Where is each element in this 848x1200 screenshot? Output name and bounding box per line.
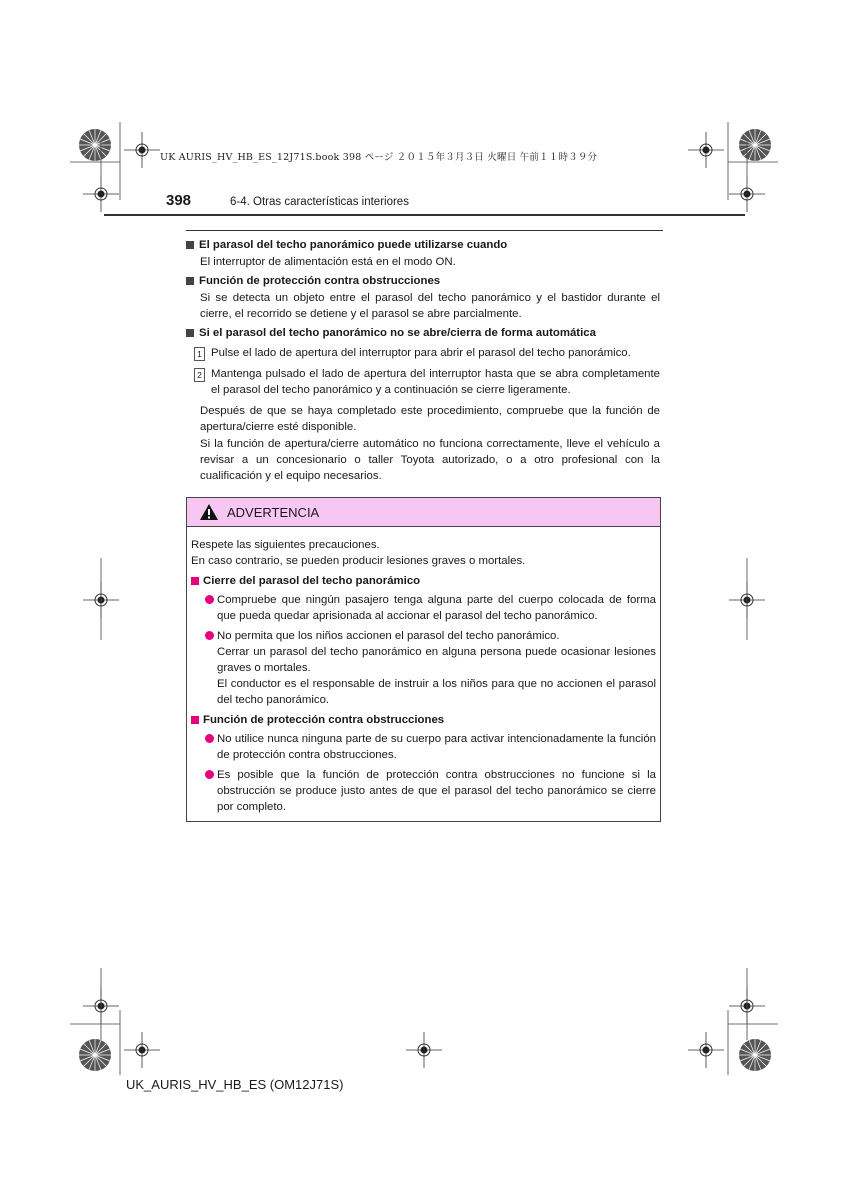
content-rule: [186, 230, 663, 231]
warning-intro: Respete las siguientes precauciones.: [191, 539, 380, 551]
paragraph: Después de que se haya completado este procedimiento, compruebe que la función de apertura/cierre esté disponible.: [200, 405, 660, 433]
heading-text: El parasol del techo panorámico puede utilizarse cuando: [199, 239, 508, 251]
warning-intro: En caso contrario, se pueden producir lesiones graves o mortales.: [191, 555, 526, 567]
step-item: [186, 345, 660, 361]
warning-bullet-text: No utilice nunca ninguna parte de su cuerpo para activar intencionadamente la función de protección contra obstrucciones.: [217, 733, 656, 761]
heading: [186, 325, 660, 341]
magenta-dot-icon: [205, 595, 214, 604]
heading-text: Función de protección contra obstrucciones: [199, 275, 441, 287]
magenta-dot-icon: [205, 770, 214, 779]
warning-subheading: [191, 573, 656, 589]
warning-title: ADVERTENCIA: [227, 504, 320, 520]
warning-bullet-text: No permita que los niños accionen el parasol del techo panorámico.: [217, 630, 560, 642]
heading: [186, 237, 660, 253]
warning-body: [187, 527, 660, 815]
step-text: Mantenga pulsado el lado de apertura del interruptor hasta que se abra completamente el parasol del techo panorámico y a continuación se cierre ligeramente.: [211, 368, 660, 396]
header-rule: [104, 214, 745, 216]
footer-code: UK_AURIS_HV_HB_ES (OM12J71S): [126, 1077, 344, 1092]
step-number-box: 2: [194, 368, 205, 382]
warning-bullet: [191, 731, 656, 763]
warning-subheading-text: Función de protección contra obstrucciones: [203, 714, 445, 726]
main-content: [186, 236, 660, 487]
paragraph: Si la función de apertura/cierre automático no funciona correctamente, lleve el vehículo a revisar a un concesionario o taller Toyota autorizado, o a otro profesional con la cualificación y el equipo necesarios.: [200, 438, 660, 482]
warning-bullet: [191, 628, 656, 644]
magenta-square-icon: [191, 716, 199, 724]
square-bullet-icon: [186, 277, 194, 285]
square-bullet-icon: [186, 241, 194, 249]
warning-bullet: [191, 592, 656, 624]
warning-bullet-text: Compruebe que ningún pasajero tenga alguna parte del cuerpo colocada de forma que pueda quedar aprisionada al accionar el parasol del techo panorámico.: [217, 594, 656, 622]
warning-header: [187, 498, 660, 527]
section-title: 6-4. Otras características interiores: [230, 196, 409, 208]
warning-subheading-text: Cierre del parasol del techo panorámico: [203, 575, 421, 587]
warning-triangle-icon: [199, 503, 219, 521]
paragraph: Si se detecta un objeto entre el parasol del techo panorámico y el bastidor durante el cierre, el recorrido se detiene y el parasol se abre parcialmente.: [200, 292, 660, 320]
warning-extra-text: Cerrar un parasol del techo panorámico en alguna persona puede ocasionar lesiones graves o mortales.: [217, 646, 656, 674]
warning-bullet-text: Es posible que la función de protección contra obstrucciones no funcione si la obstrucción se produce justo antes de que el parasol del techo panorámico se cierre por completo.: [217, 769, 656, 813]
step-item: [186, 366, 660, 398]
heading-text: Si el parasol del techo panorámico no se abre/cierra de forma automática: [199, 327, 596, 339]
square-bullet-icon: [186, 329, 194, 337]
printer-line: UK AURIS_HV_HB_ES_12J71S.book 398 ページ ２０１５年３月３日 火曜日 午前１１時３９分: [160, 152, 598, 163]
heading: [186, 273, 660, 289]
warning-bullet: [191, 767, 656, 815]
warning-subheading: [191, 712, 656, 728]
magenta-square-icon: [191, 577, 199, 585]
step-text: Pulse el lado de apertura del interruptor para abrir el parasol del techo panorámico.: [211, 347, 631, 359]
step-number-box: 1: [194, 347, 205, 361]
page-number: 398: [166, 192, 192, 209]
paragraph: El interruptor de alimentación está en el modo ON.: [200, 256, 456, 268]
warning-box: [186, 497, 661, 822]
magenta-dot-icon: [205, 734, 214, 743]
magenta-dot-icon: [205, 631, 214, 640]
warning-extra-text: El conductor es el responsable de instruir a los niños para que no accionen el parasol del techo panorámico.: [217, 678, 656, 706]
